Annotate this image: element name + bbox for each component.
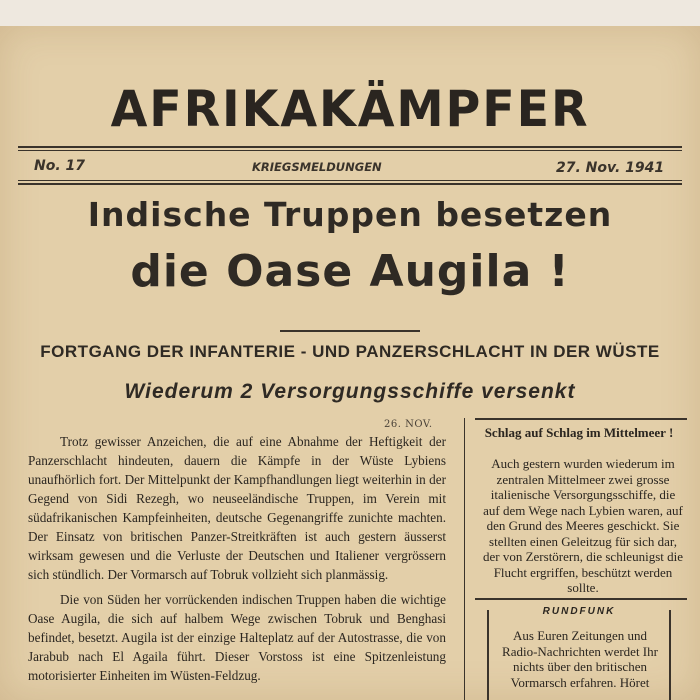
- masthead-top-rule: [18, 146, 682, 148]
- sidebar-body: Auch gestern wurden wiederum im zentralen Mittelmeer zwei grosse italienische Versorgungsschiffe, die auf dem Wege nach Lybien waren, auf den Grund des Meeres geschickt. Sie stellten einen Geleitzug für sich dar, der von Zerstörern, die schleunigst die Flucht ergriffen, beschützt werden sollte.: [483, 456, 683, 595]
- masthead-top-rule-thin: [18, 150, 682, 151]
- masthead-bottom-rule: [18, 180, 682, 181]
- issue-number: No. 17: [34, 158, 86, 174]
- sidebar-mid-rule: [475, 598, 687, 600]
- masthead-title: AFRIKAKÄMPFER: [110, 80, 590, 138]
- subheadline: FORTGANG DER INFANTERIE - UND PANZERSCHLACHT IN DER WÜSTE: [40, 342, 660, 361]
- section-label: KRIEGSMELDUNGEN: [252, 160, 382, 174]
- sidebar-column: [464, 418, 687, 700]
- headline-line-2: die Oase Augila !: [130, 246, 570, 297]
- article-paragraph: Trotz gewisser Anzeichen, die auf eine Abnahme der Heftigkeit der Panzerschlacht hindeuten, dauern die Kämpfe in der Wüste Lybiens unaufhörlich fort. Der Mittelpunkt der Kampfhandlungen liegt weiterhin in der Gegend von Sidi Rezegh, wo neuseeländische Truppen, im Verein mit südafrikanischen Kampfeinheiten, deutsche Gegenangriffe zunichte machten. Der Einsatz von britischen Panzer-Streitkräften ist auch gestern äusserst wirksam gewesen und die Verluste der Deutschen und Italiener vergrössern sich stündlich. Der Vormarsch auf Tobruk vollzieht sich planmässig.: [28, 434, 446, 582]
- issue-date: 27. Nov. 1941: [556, 160, 665, 176]
- rundfunk-box: [487, 606, 671, 700]
- article-dateline: 26. NOV.: [384, 419, 433, 430]
- headline-divider: [280, 330, 420, 332]
- rundfunk-label: RUNDFUNK: [542, 606, 616, 617]
- rundfunk-body: Aus Euren Zeitungen und Radio-Nachrichten werdet Ihr nichts über den britischen Vormarsch erfahren. Höret: [502, 628, 658, 690]
- sidebar-top-rule: [475, 418, 687, 420]
- article-body: [28, 432, 446, 685]
- subheadline-ships: Wiederum 2 Versorgungsschiffe versenkt: [124, 380, 576, 403]
- headline-line-1: Indische Truppen besetzen: [87, 195, 613, 234]
- sidebar-heading: Schlag auf Schlag im Mittelmeer !: [484, 425, 674, 440]
- article-paragraph: Die von Süden her vorrückenden indischen Truppen haben die wichtige Oase Augila, die sich auf halbem Wege zwischen Tobruk und Benghasi befindet, besetzt. Augila ist der einzige Halteplatz auf der Autostrasse, die von Jarabub nach El Agaila führt. Dieser Vorstoss ist eine Spitzenleistung motorisierter Einheiten im Wüsten-Feldzug.: [28, 592, 446, 683]
- masthead-bottom-rule-thick: [18, 183, 682, 185]
